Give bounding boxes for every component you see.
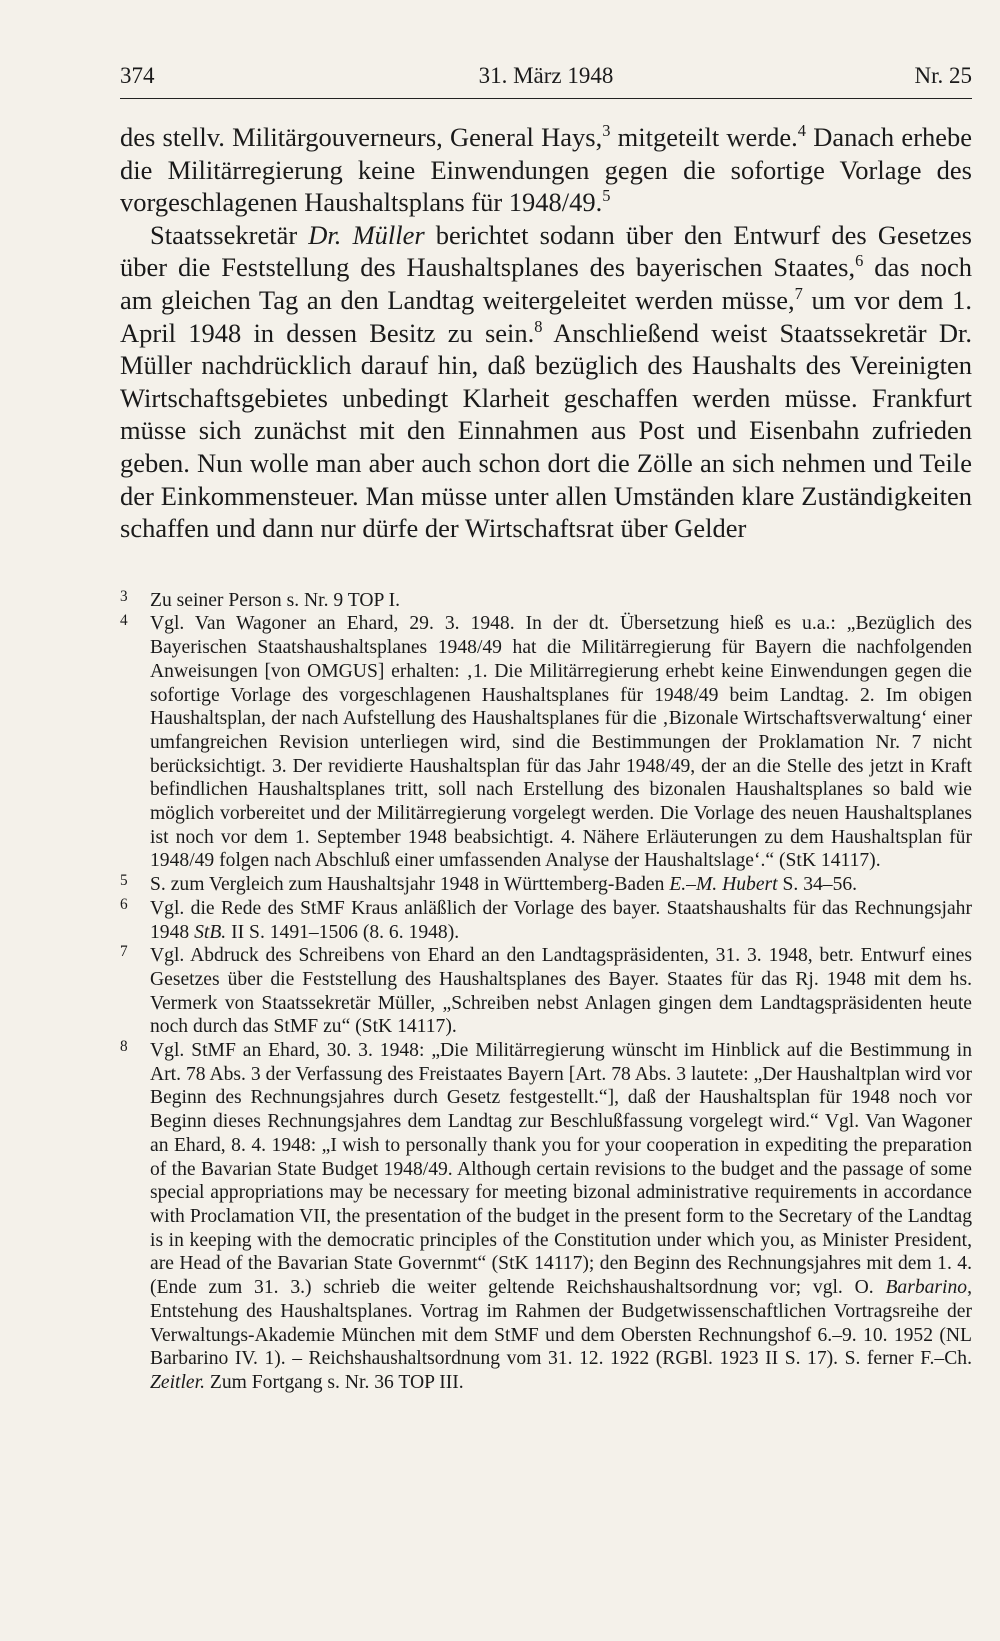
footnote-text: Vgl. Abdruck des Schreibens von Ehard an den Landtagspräsidenten, 31. 3. 1948, betr. Entwurf eines Gesetzes über die Feststellung des Haushaltsplanes des Bayer. Staates für das Rj. 1948 mit dem hs. Vermerk von Staatssekretär Müller, „Schreiben nebst Anlagen gingen dem Landtagspräsidenten heute noch durch das StMF zu“ (StK 14117). (150, 945, 972, 1038)
text-run: Staatssekretär (150, 219, 309, 250)
document-number: Nr. 25 (914, 63, 972, 88)
footnote-number: 5 (120, 872, 128, 890)
text-run: das noch am gleichen Tag an den Landtag weitergeleitet werden müsse, (120, 252, 972, 315)
footnote-number: 6 (120, 896, 128, 914)
footnote-ref-6: 6 (855, 251, 864, 271)
text-run: , Entstehung des Haushaltsplanes. Vortrag im Rahmen der Budgetwissenschaftlichen Vortragsreihe der Verwaltungs-Akademie München mit dem StMF und dem Obersten Rechnungshof 6.–9. 10. 1952 (NL Barbarino IV. 1). – Reichshaushaltsordnung vom 31. 12. 1922 (RGBl. 1923 II S. 17). S. ferner F.–Ch. (150, 1277, 972, 1370)
footnote-ref-4: 4 (797, 121, 807, 141)
text-run: S. zum Vergleich zum Haushaltsjahr 1948 in Württemberg-Baden (150, 874, 670, 896)
text-run: Zum Fortgang s. Nr. 36 TOP III. (204, 1371, 464, 1393)
footnote-ref-3: 3 (602, 121, 611, 141)
footnote-8 (120, 1039, 972, 1395)
document-page (120, 60, 972, 1395)
footnote-text (150, 897, 972, 944)
main-text (120, 121, 972, 545)
page-number: 374 (120, 63, 155, 88)
header-date: 31. März 1948 (478, 63, 614, 88)
text-run: Anschließend weist Staatssekretär Dr. Müller nachdrücklich darauf hin, daß bezüglich des Haushalts des Vereinigten Wirtschaftsgebietes unbedingt Klarheit geschaffen werden müsse. Frankfurt müsse sich zunächst mit den Einnahmen aus Post und Eisenbahn zufrieden geben. Nun wolle man aber auch schon dort die Zölle an sich nehmen und Teile der Einkommensteuer. Man müsse unter allen Umständen klare Zuständigkeiten schaffen und dann nur dürfe der Wirtschaftsrat über Gelder (120, 317, 972, 544)
footnotes (120, 589, 972, 1395)
footnote-text: Zu seiner Person s. Nr. 9 TOP I. (150, 589, 400, 611)
footnote-text (150, 1039, 972, 1395)
text-run: Vgl. StMF an Ehard, 30. 3. 1948: „Die Militärregierung wünscht im Hinblick auf die Bestimmung in Art. 78 Abs. 3 der Verfassung des Freistaates Bayern [Art. 78 Abs. 3 lautete: „Der Haushaltplan wird vor Beginn des Rechnungsjahres durch Gesetz festgestellt.“], daß der Haushaltsplan für 1948 noch vor Beginn dieses Rechnungsjahres dem Landtag zur Beschlußfassung vorgelegt wird.“ Vgl. Van Wagoner an Ehard, 8. 4. 1948: „I wish to personally thank you for your cooperation in expediting the preparation of the Bavarian State Budget 1948/49. Although certain revisions to the budget and the passage of some special appropriations may be necessary for meeting bizonal administrative requirements in accordance with Proclamation VII, the presentation of the budget in the present form to the Secretary of the Landtag is in keeping with the democratic principles of the Constitution under which you, as Minister President, are Head of the Bavarian State Governmt“ (StK 14117); den Beginn des Rechnungsjahres mit dem 1. 4. (Ende zum 31. 3.) schrieb die weiter geltende Reichshaushaltsordnung vor; vgl. O. (150, 1040, 972, 1299)
footnote-number: 8 (120, 1038, 128, 1056)
text-run: S. 34–56. (777, 874, 858, 896)
author-name: E.–M. Hubert (669, 874, 778, 896)
source-abbrev: StB. (194, 921, 227, 943)
running-header (120, 60, 972, 99)
text-run: berichtet sodann über den Entwurf des Gesetzes über die Feststellung des Haushaltsplanes des bayerischen Staates, (120, 219, 972, 283)
author-name: Zeitler. (150, 1371, 205, 1393)
footnote-number: 7 (120, 943, 128, 961)
text-run: um vor dem 1. April 1948 in dessen Besitz zu sein. (120, 284, 972, 348)
footnote-5 (120, 873, 972, 897)
speaker-name: Müller (352, 219, 425, 250)
text-run: Vgl. die Rede des StMF Kraus anläßlich der Vorlage des bayer. Staatshaushalts für das Rechnungsjahr 1948 (150, 897, 972, 943)
footnote-ref-7: 7 (794, 284, 803, 304)
footnote-number: 3 (120, 587, 128, 605)
text-run: des stellv. Militärgouverneurs, General Hays, (120, 122, 603, 152)
footnote-text (150, 873, 972, 897)
text-run: mitgeteilt werde. (610, 122, 798, 152)
author-name: Barbarino (885, 1277, 968, 1299)
footnote-7 (120, 944, 972, 1039)
footnote-number: 4 (120, 611, 128, 629)
footnote-ref-8: 8 (534, 316, 543, 336)
paragraph-2 (120, 219, 972, 545)
speaker-title: Dr. (308, 219, 353, 250)
footnote-3 (120, 589, 972, 613)
paragraph-1 (120, 121, 972, 219)
footnote-text: Vgl. Van Wagoner an Ehard, 29. 3. 1948. In der dt. Übersetzung hieß es u.a.: „Bezüglich des Bayerischen Staatshaushaltsplanes 1948/49 hat die Militärregierung für Bayern die nachfolgenden Anweisungen [von OMGUS] erhalten: ‚1. Die Militärregierung erhebt keine Einwendungen gegen die sofortige Vorlage des vorgeschlagenen Haushaltsplanes für 1948/49 beim Landtag. 2. Im obigen Haushaltsplan, der nach Aufstellung des Haushaltsplanes für die ‚Bizonale Wirtschaftsverwaltung‘ einer umfangreichen Revision unterliegen wird, sind die Bestimmungen der Proklamation Nr. 7 nicht berücksichtigt. 3. Der revidierte Haushaltsplan für das Jahr 1948/49, der an die Stelle des jetzt in Kraft befindlichen Haushaltsplanes tritt, soll nach Erstellung des bizonalen Haushaltsplanes so bald wie möglich vorbereitet und der Militärregierung vorgelegt werden. Die Vorlage des neuen Haushaltsplanes ist noch vor dem 1. September 1948 beabsichtigt. 4. Nähere Erläuterungen zu dem Haushaltsplan für 1948/49 folgen nach Abschluß einer umfassenden Analyse der Haushaltslage‘.“ (StK 14117). (150, 613, 972, 872)
text-run: II S. 1491–1506 (8. 6. 1948). (226, 921, 460, 943)
text-run: Danach erhebe die Militärregierung keine Einwendungen gegen die sofortige Vorlage des vorgeschlagenen Haushaltsplans für 1948/49. (120, 122, 972, 218)
footnote-4 (120, 612, 972, 873)
footnote-6 (120, 897, 972, 944)
footnote-ref-5: 5 (602, 186, 611, 206)
